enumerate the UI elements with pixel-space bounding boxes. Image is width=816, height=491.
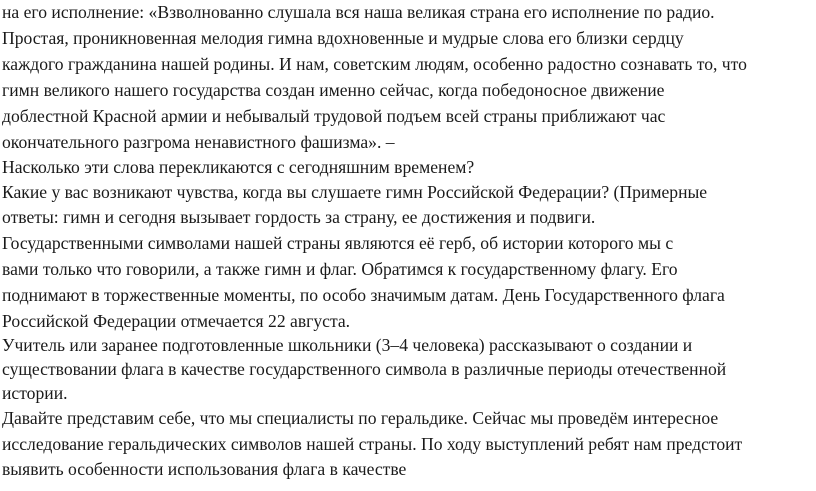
text-line: окончательного разгрома ненавистного фашизма». –	[2, 132, 395, 152]
text-line: Учитель или заранее подготовленные школьники (3–4 человека) рассказывают о создании и	[2, 335, 693, 355]
text-line: Насколько эти слова перекликаются с сегодняшним временем?	[2, 157, 475, 177]
text-line: на его исполнение: «Взволнованно слушала вся наша великая страна его исполнение по радио.	[2, 2, 715, 22]
text-line: ответы: гимн и сегодня вызывает гордость за страну, ее достижения и подвиги.	[2, 207, 596, 227]
text-line: Давайте представим себе, что мы специалисты по геральдике. Сейчас мы проведём интересное	[2, 408, 719, 428]
text-line: гимн великого нашего государства создан именно сейчас, когда победоносное движение	[2, 80, 665, 100]
text-line: доблестной Красной армии и небывалый трудовой подъем всей страны приближают час	[2, 106, 666, 126]
text-line: поднимают в торжественные моменты, по особо значимым датам. День Государственного флага	[2, 285, 725, 305]
text-line: Простая, проникновенная мелодия гимна вдохновенные и мудрые слова его близки сердцу	[2, 28, 684, 48]
text-line: вами только что говорили, а также гимн и флаг. Обратимся к государственному флагу. Его	[2, 259, 678, 279]
text-line: Государственными символами нашей страны являются её герб, об истории которого мы с	[2, 233, 674, 253]
text-line: выявить особенности использования флага в качестве	[2, 459, 407, 479]
text-line: существовании флага в качестве государственного символа в различные периоды отечественной	[2, 359, 727, 379]
text-line: истории.	[2, 383, 68, 403]
text-line: исследование геральдических символов нашей страны. По ходу выступлений ребят нам предстоит	[2, 434, 743, 454]
text-line: каждого гражданина нашей родины. И нам, советским людям, особенно радостно сознавать то, что	[2, 54, 747, 74]
text-line: Какие у вас возникают чувства, когда вы слушаете гимн Российской Федерации? (Примерные	[2, 182, 708, 202]
text-line: Российской Федерации отмечается 22 августа.	[2, 311, 351, 331]
